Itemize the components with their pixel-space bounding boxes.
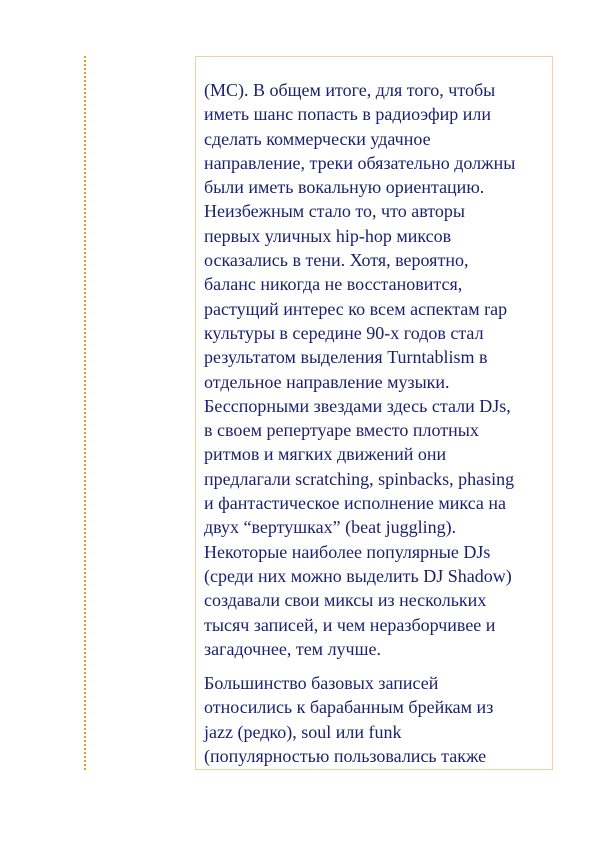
text-line: Некоторые наиболее популярные DJs [204,541,491,562]
paragraph-1 [204,78,548,661]
text-line: предлагали scratching, spinbacks, phasing [204,468,515,489]
text-line: относились к барабанным брейкам из [204,697,494,718]
text-line: Неизбежным стало то, что авторы [204,201,465,222]
text-line: (среди них можно выделить DJ Shadow) [204,565,512,586]
text-line: иметь шанс попасть в радиоэфир или [204,104,492,125]
text-line: первых уличных hip-hop миксов [204,225,452,246]
text-line: результатом выделения Turntablism в [204,347,488,368]
text-line: баланс никогда не восстановится, [204,274,463,295]
text-line: загадочнее, тем лучше. [204,638,381,659]
text-line: в своем репертуаре вместо плотных [204,420,479,441]
text-line: отдельное направление музыки. [204,371,450,392]
text-line: были иметь вокальную ориентацию. [204,177,485,198]
text-line: jazz (редко), soul или funk [204,721,402,742]
text-line: и фантастическое исполнение микса на [204,493,507,514]
text-line: растущий интерес ко всем аспектам rap [204,298,508,319]
text-line: культуры в середине 90-х годов стал [204,322,484,343]
text-frame [195,56,553,770]
text-line: осказались в тени. Хотя, вероятно, [204,250,469,271]
text-line: тысяч записей, и чем неразборчивее и [204,614,496,635]
text-line: сделать коммерчески удачное [204,128,431,149]
text-line: (MC). В общем итоге, для того, чтобы [204,80,496,100]
margin-dotted-rule [84,56,86,770]
text-line: ритмов и мягких движений они [204,444,447,465]
text-line: Бесспорными звездами здесь стали DJs, [204,395,511,416]
text-line: создавали свои миксы из нескольких [204,590,487,611]
body-text [204,78,548,768]
text-line: направление, треки обязательно должны [204,152,516,173]
text-line: (популярностью пользовались также [204,746,487,767]
text-line: Большинство базовых записей [204,673,439,694]
text-line: двух “вертушках” (beat juggling). [204,517,457,538]
paragraph-2 [204,671,548,768]
